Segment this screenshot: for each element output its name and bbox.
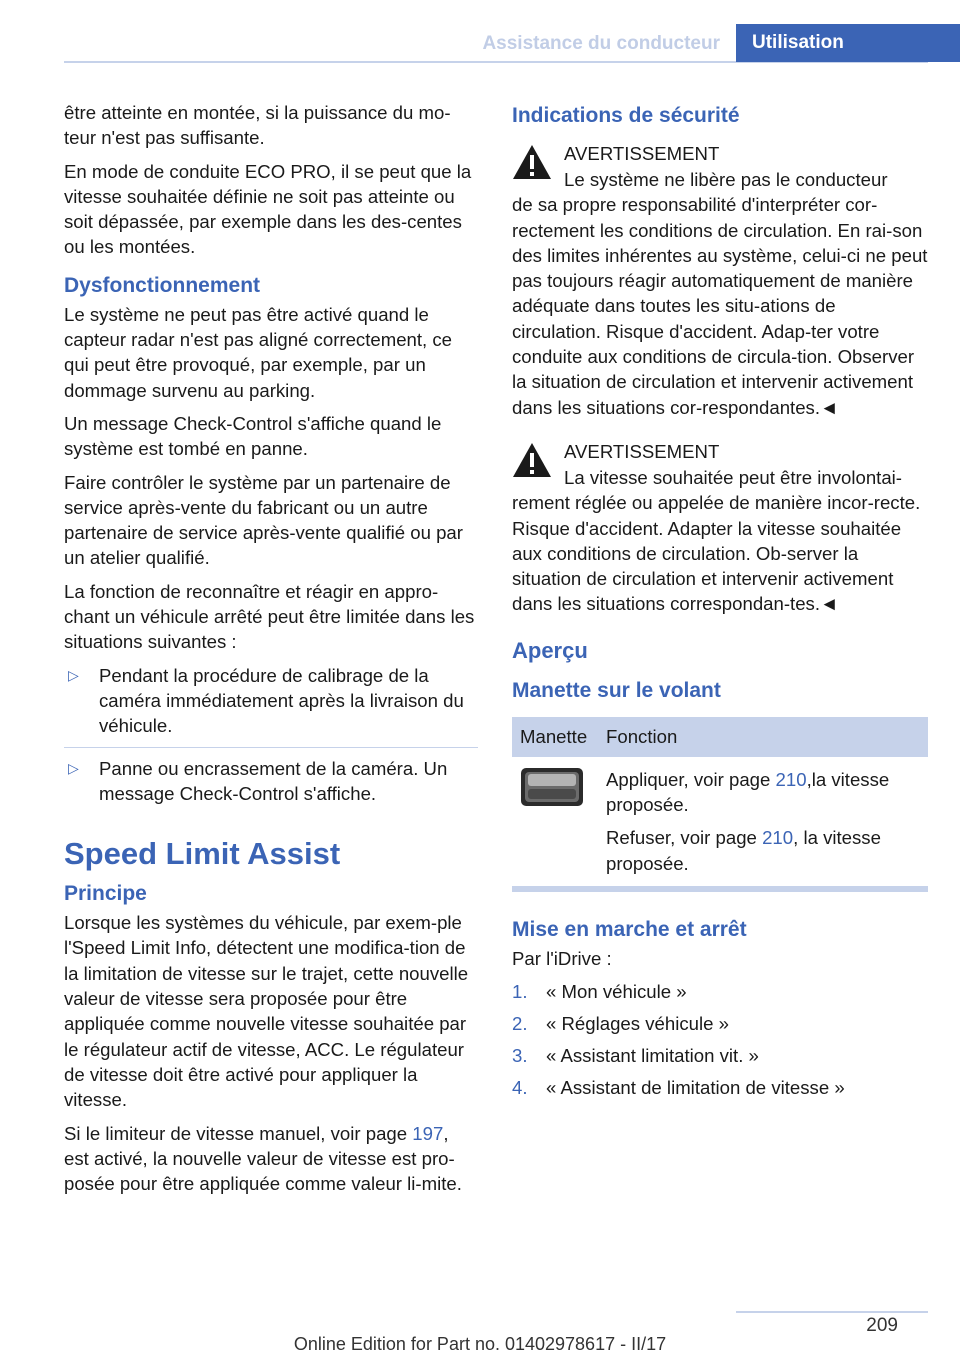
table-row	[512, 757, 928, 884]
warning-text: de sa propre responsabilité d'interpréter cor‐rectement les conditions de circulation. En rai‐son des limites inhérentes au système, celui-ci ne peut pas toujours réagir automatiquement de manière adéquate dans toutes les situ‐ations de circulation. Risque d'accident. Adap‐ter votre conduite aux conditions de circula‐tion. Observer la situation de circulation et intervenir activement dans les situations cor‐respondantes.◄	[512, 194, 928, 418]
controls-table	[512, 717, 928, 884]
warning-text: rement réglée ou appelée de manière incor‐recte. Risque d'accident. Adapter la vitesse souhaitée aux conditions de circulation. Ob‐server la situation de circulation et intervenir activement dans les situations correspondan‐tes.◄	[512, 492, 921, 615]
triangle-bullet-icon: ▷	[68, 759, 79, 776]
text-run: , est activé, la nouvelle valeur de vitesse est pro‐posée pour être appliquée comme valeur li‐mite.	[64, 1122, 462, 1195]
page-link-210[interactable]: 210	[775, 768, 807, 790]
header-chapter-tab: Utilisation	[736, 24, 960, 62]
paragraph: être atteinte en montée, si la puissance du mo‐teur n'est pas suffisante.	[64, 102, 451, 149]
paragraph	[64, 1121, 478, 1197]
text-run: , la vitesse proposée.	[606, 827, 881, 874]
warning-block	[512, 438, 928, 617]
table-header-manette: Manette	[512, 717, 598, 757]
text-run: Refuser, voir page	[606, 827, 763, 849]
list-item	[512, 1075, 928, 1100]
page-link-197[interactable]: 197	[412, 1122, 444, 1144]
step-text: « Mon véhicule »	[546, 981, 687, 1003]
footer-edition: Online Edition for Part no. 01402978617 - II/17	[293, 1334, 667, 1354]
list-item	[512, 1011, 928, 1036]
paragraph: Lorsque les systèmes du véhicule, par exem‐ple l'Speed Limit Info, détectent une modifica‐tion de la limitation de vitesse sur le trajet, cette nouvelle valeur de vitesse sera proposée pour être appliquée comme nouvelle vitesse souhaitée par le régulateur actif de vitesse, ACC. Le régulateur de vitesse doit être activé pour appliquer la vitesse.	[64, 912, 469, 1111]
heading-apercu: Aperçu	[512, 637, 588, 663]
paragraph: Par l'iDrive :	[512, 947, 612, 969]
left-column	[64, 100, 478, 1204]
page-number: 209	[866, 1315, 898, 1336]
warning-triangle-icon	[512, 442, 552, 478]
list-item	[64, 756, 478, 807]
right-column	[512, 100, 928, 1107]
function-apply	[606, 767, 928, 818]
warning-text-first-line: La vitesse souhaitée peut être involontai‐	[564, 466, 903, 488]
table-header-row	[512, 717, 928, 757]
steering-wheel-button-icon	[520, 767, 584, 807]
function-refuse	[606, 825, 928, 876]
steps-list	[512, 979, 928, 1100]
text-run: ,la vitesse proposée.	[606, 768, 890, 816]
paragraph: Le système ne peut pas être activé quand le capteur radar n'est pas aligné correctement, ce qui peut être provoqué, par exemple, par un dommage survenu au parking.	[64, 303, 453, 401]
text-run: Si le limiteur de vitesse manuel, voir page	[64, 1122, 413, 1144]
step-text: « Réglages véhicule »	[546, 1013, 729, 1035]
list-item-text: Panne ou encrassement de la caméra. Un message Check-Control s'affiche.	[99, 757, 448, 804]
table-cell-icon	[512, 757, 598, 884]
paragraph: Un message Check-Control s'affiche quand le système est tombé en panne.	[64, 412, 442, 460]
heading-manette-volant: Manette sur le volant	[512, 678, 721, 702]
list-item	[64, 663, 478, 748]
page-link-210[interactable]: 210	[762, 827, 794, 849]
heading-dysfonctionnement: Dysfonctionnement	[64, 273, 261, 297]
step-text: « Assistant de limitation de vitesse »	[546, 1077, 845, 1099]
warning-triangle-icon	[512, 144, 552, 180]
bullet-list	[64, 663, 478, 806]
warning-title: AVERTISSEMENT	[564, 143, 720, 164]
step-number: 4.	[512, 1077, 528, 1099]
heading-mise-en-marche: Mise en marche et arrêt	[512, 917, 747, 941]
step-number: 2.	[512, 1013, 528, 1035]
list-item	[512, 1043, 928, 1068]
text-run: Appliquer, voir page	[606, 768, 776, 790]
warning-title: AVERTISSEMENT	[564, 440, 720, 462]
table-cell-function	[598, 757, 928, 884]
heading-indications-securite: Indications de sécurité	[512, 104, 740, 127]
step-number: 1.	[512, 981, 528, 1003]
list-item-text: Pendant la procédure de calibrage de la caméra immédiatement après la livraison du véhicule.	[99, 664, 464, 737]
step-number: 3.	[512, 1045, 528, 1067]
paragraph: La fonction de reconnaître et réagir en appro‐chant un véhicule arrêté peut être limitée dans les situations suivantes :	[64, 580, 475, 653]
paragraph: En mode de conduite ECO PRO, il se peut que la vitesse souhaitée définie ne soit pas atteinte ou soit dépassée, par exemple dans les des‐centes ou les montées.	[64, 160, 472, 258]
warning-text-first-line: Le système ne libère pas le conducteur	[564, 169, 888, 190]
table-header-fonction: Fonction	[598, 717, 928, 757]
warning-block	[512, 140, 928, 420]
heading-speed-limit-assist: Speed Limit Assist	[64, 836, 341, 872]
paragraph: Faire contrôler le système par un partenaire de service après-vente du fabricant ou un autre partenaire de service après-vente qualifié ou par un atelier qualifié.	[64, 471, 463, 569]
list-item	[512, 979, 928, 1004]
heading-principe: Principe	[64, 882, 147, 906]
page-number-rule	[736, 1311, 928, 1313]
table-bottom-rule	[512, 886, 928, 892]
triangle-bullet-icon: ▷	[68, 666, 79, 683]
header-section-title: Assistance du conducteur	[482, 33, 720, 54]
step-text: « Assistant limitation vit. »	[546, 1045, 759, 1067]
